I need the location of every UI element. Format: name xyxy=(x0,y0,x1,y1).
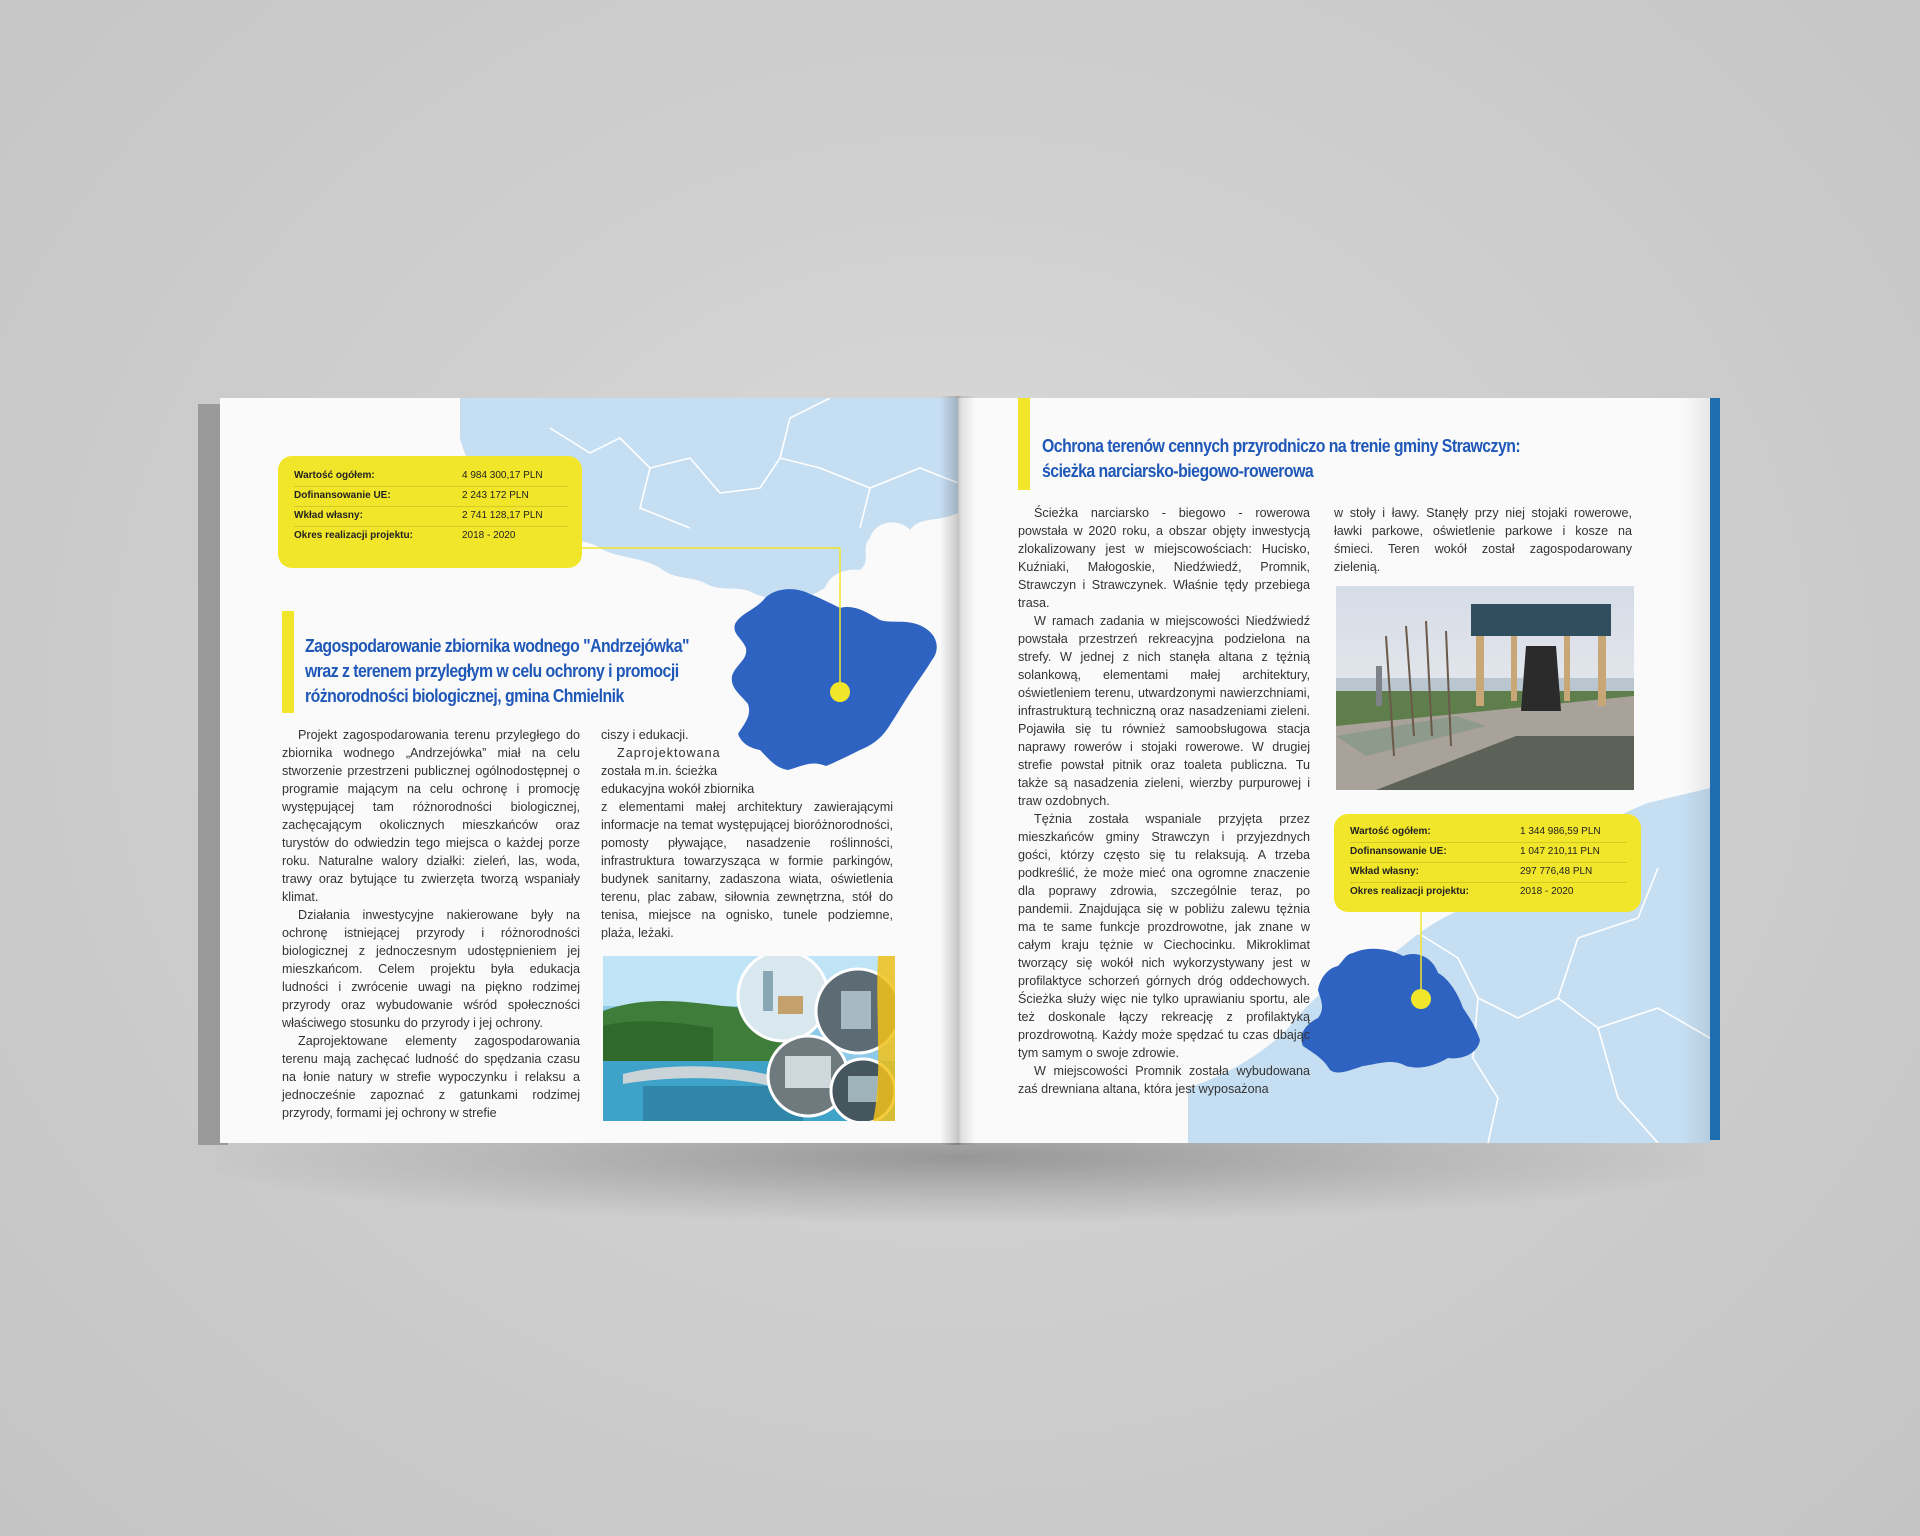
paragraph-line: edukacyjna wokół zbiornika xyxy=(601,782,755,796)
paragraph: z elementami małej architektury zawierającymi informacje na temat występującej bioróżnorodności, pomosty pływające, nasadzenie roślinności, infrastruktura towarzysząca w formie parkingów, budynek sanitarny, zadaszona wiata, oświetlenia terenu, plac zabaw, siłownia zewnętrzna, stół do tenisa, miejsce na ognisko, tunele podziemne, plaża, leżaki. xyxy=(601,800,893,940)
open-brochure xyxy=(198,396,1720,1145)
left-page xyxy=(220,398,958,1143)
reservoir-collage-image xyxy=(603,956,895,1121)
info-row: Wartość ogółem: 4 984 300,17 PLN xyxy=(294,466,568,487)
paragraph: w stoły i ławy. Stanęły przy niej stojaki rowerowe, ławki parkowe, oświetlenie parkowe i kosze na śmieci. Teren wokół został zagospodarowany zielenią. xyxy=(1334,506,1632,574)
info-row: Wkład własny: 297 776,48 PLN xyxy=(1350,862,1627,883)
title-accent-bar xyxy=(282,611,294,713)
paragraph: W miejscowości Promnik została wybudowana zaś drewniana altana, która jest wyposażona xyxy=(1018,1064,1310,1096)
info-row: Okres realizacji projektu: 2018 - 2020 xyxy=(294,530,516,541)
pavilion-image xyxy=(1336,586,1634,790)
info-row: Wkład własny: 2 741 128,17 PLN xyxy=(294,506,568,527)
project-info-box xyxy=(278,456,582,568)
paragraph: Tężnia została wspaniale przyjęta przez mieszkańców gminy Strawczyn i przyjezdnych gości, którzy często się tu relaksują. A trzeba podkreślić, że może mieć ona ogromne znaczenie dla poprawy zdrowia, szczególnie teraz, po pandemii. Znajdująca się w pobliżu zalewu tężnia ma te same funkcje prozdrowotne, jak znane w całym kraju tężnie w Ciechocinku. Mikroklimat tworzący się wokół nich wykorzystywany jest w profilaktyce schorzeń górnych dróg oddechowych. Ścieżka służy więc nie tylko uprawianiu sportu, ale też doskonale łączy rekreację z profilaktyką prozdrowotną. Każdy może spędzać tu czas dbając tym samym o swoje zdrowie. xyxy=(1018,812,1310,1060)
article-title: Zagospodarowanie zbiornika wodnego "Andrzejówka" wraz z terenem przyległym w celu ochrony i promocji różnorodności biologicznej, gmina Chmielnik xyxy=(305,636,689,706)
paragraph: Projekt zagospodarowania terenu przyległego do zbiornika wodnego „Andrzejówka” miał na celu stworzenie przestrzeni publicznej ogólnodostępnej o programie mającym na celu ochronę i promocję występującej tam różnorodności biologicznej, zachęcającym okolicznych mieszkańców oraz turystów do odwiedzin tego miejsca o każdej porze roku. Naturalne walory działki: zieleń, las, woda, trawy oraz bytujące tu zwierzęta tworzą wspaniały klimat. xyxy=(282,728,580,904)
title-accent-bar xyxy=(1018,398,1030,490)
article-title: Ochrona terenów cennych przyrodniczo na trenie gminy Strawczyn: ścieżka narciarsko-biegowo-rowerowa xyxy=(1042,436,1521,481)
right-page xyxy=(958,398,1710,1143)
reservoir-photo xyxy=(603,956,895,1121)
text-column-1 xyxy=(1018,504,1310,1098)
paragraph: W ramach zadania w miejscowości Niedźwiedź powstała przestrzeń rekreacyjna podzielona na strefy. W jednej z nich stanęła altana z tężnią solankową, elementami małej architektury, oświetleniem terenu, utwardzonymi nawierzchniami, infrastrukturą techniczną oraz nasadzeniami zieleni. Pojawiła się tu również samoobsługowa stacja naprawy rowerów i stojaki rowerowe. W drugiej strefie powstał pitnik oraz toaleta publiczna. Tu także są nasadzenia zieleni, wierzby purpurowej i traw ozdobnych. xyxy=(1018,614,1310,808)
project-info-box xyxy=(1334,814,1641,912)
page-edge-shade xyxy=(1682,398,1710,1143)
graduation-tower-photo xyxy=(1336,586,1634,790)
paragraph-line: Zaprojektowana xyxy=(617,746,721,760)
text-column-1 xyxy=(282,726,580,1122)
paragraph: Ścieżka narciarsko - biegowo - rowerowa powstała w 2020 roku, a obszar objęty inwestycją zlokalizowany jest w miejscowościach: Hucisko, Kuźniaki, Małogoskie, Niedźwiedź, Promnik, Strawczyn i Strawczynek. Właśnie tędy przebiega trasa. xyxy=(1018,506,1310,610)
paragraph: Działania inwestycyjne nakierowane były na ochronę istniejącej przyrody i różnorodności biologicznej z jednoczesnym udostępnieniem jej mieszkańcom. Celem projektu była edukacja ludności i zwrócenie uwagi na piękno rodzimej przyrody oraz wybudowanie wśród społeczności właściwego stosunku do przyrody i jej ochrony. xyxy=(282,908,580,1030)
info-row: Okres realizacji projektu: 2018 - 2020 xyxy=(1350,886,1574,897)
info-row: Dofinansowanie UE: 1 047 210,11 PLN xyxy=(1350,842,1627,863)
text-column-2 xyxy=(1334,504,1632,576)
front-cover-edge xyxy=(1710,398,1720,1140)
text-column-2 xyxy=(601,726,893,942)
paragraph: Zaprojektowane elementy zagospodarowania terenu mają zachęcać ludność do spędzania czasu na łonie natury w strefie wypoczynku i relaksu a jednocześnie zapoznać z gatunkami rodzimej przyrody, formami jej ochrony w strefie xyxy=(282,1034,580,1120)
paragraph-line: została m.in. ścieżka xyxy=(601,764,718,778)
info-row: Wartość ogółem: 1 344 986,59 PLN xyxy=(1350,822,1627,843)
info-row: Dofinansowanie UE: 2 243 172 PLN xyxy=(294,486,568,507)
paragraph-lead: ciszy i edukacji. xyxy=(601,728,689,742)
